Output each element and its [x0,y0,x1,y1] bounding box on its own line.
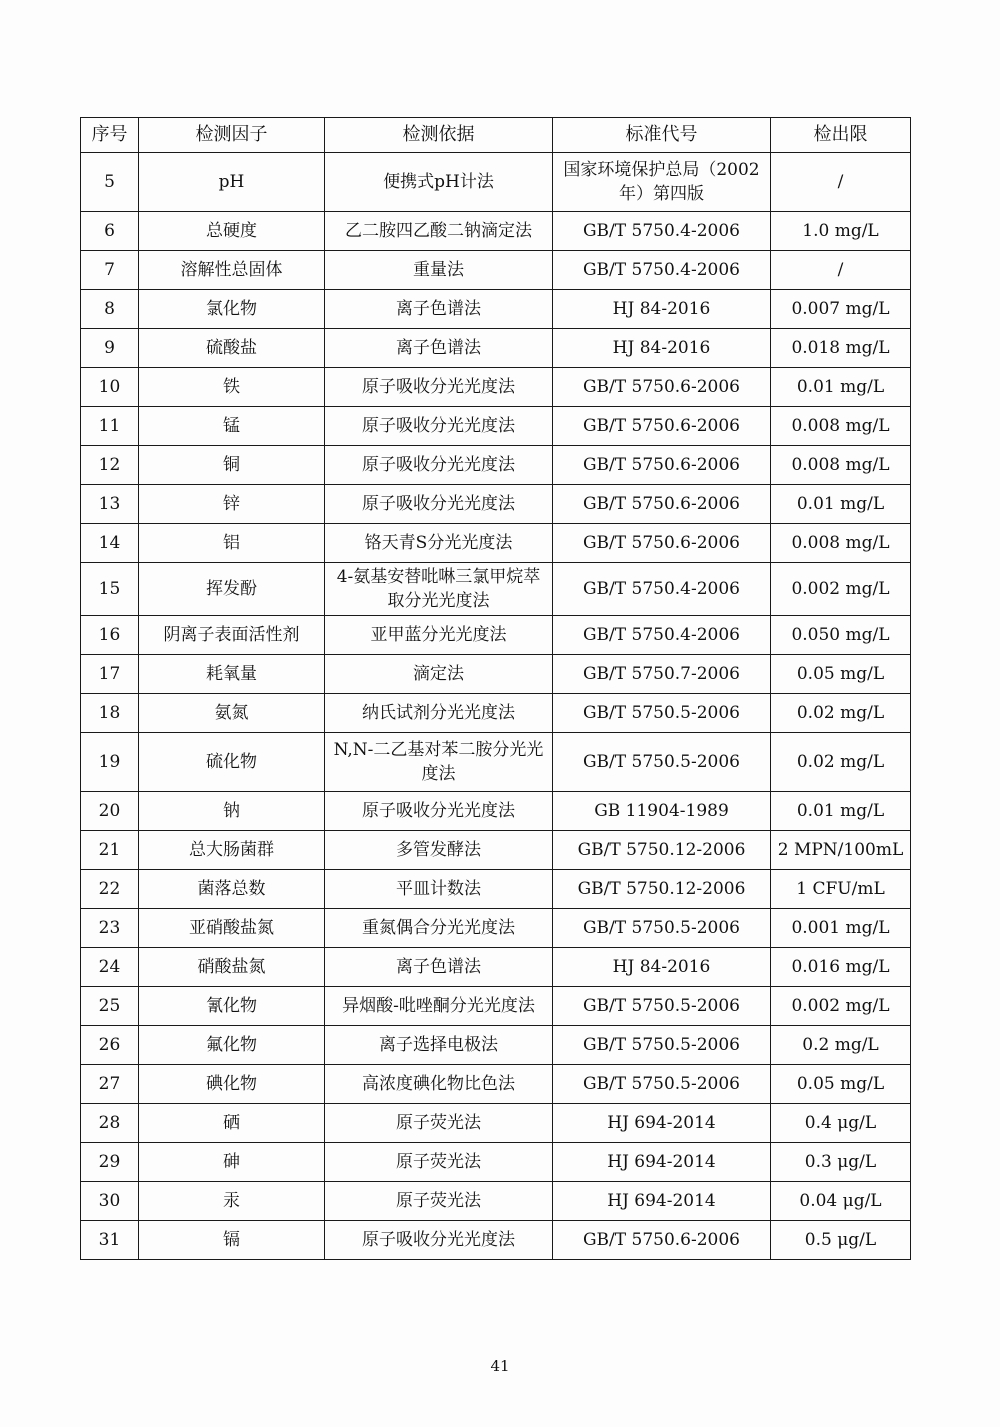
header-standard-code: 标准代号 [553,118,771,153]
cell-test-basis: 原子吸收分光光度法 [325,1221,553,1260]
table-header-row [81,118,911,153]
table-row [81,1221,911,1260]
table-row [81,694,911,733]
cell-test-factor: 镉 [139,1221,325,1260]
table-row [81,655,911,694]
cell-test-basis: 亚甲蓝分光光度法 [325,616,553,655]
cell-serial-number: 24 [81,948,139,987]
cell-test-factor: 硝酸盐氮 [139,948,325,987]
cell-serial-number: 5 [81,153,139,212]
cell-standard-code: HJ 694-2014 [553,1104,771,1143]
cell-serial-number: 11 [81,407,139,446]
cell-standard-code: GB/T 5750.7-2006 [553,655,771,694]
cell-standard-code: 国家环境保护总局（2002年）第四版 [553,153,771,212]
cell-serial-number: 28 [81,1104,139,1143]
cell-detection-limit: 0.04 μg/L [771,1182,911,1221]
cell-test-basis: 铬天青S分光光度法 [325,524,553,563]
cell-test-basis: 原子荧光法 [325,1104,553,1143]
cell-detection-limit: 0.002 mg/L [771,987,911,1026]
cell-test-factor: 汞 [139,1182,325,1221]
table-row [81,1143,911,1182]
cell-detection-limit: / [771,251,911,290]
header-test-basis: 检测依据 [325,118,553,153]
cell-serial-number: 15 [81,563,139,616]
cell-detection-limit: 0.02 mg/L [771,733,911,792]
cell-standard-code: GB/T 5750.6-2006 [553,407,771,446]
table-row [81,407,911,446]
cell-test-factor: 钠 [139,792,325,831]
cell-serial-number: 31 [81,1221,139,1260]
cell-serial-number: 29 [81,1143,139,1182]
cell-serial-number: 12 [81,446,139,485]
table-row [81,909,911,948]
cell-serial-number: 27 [81,1065,139,1104]
header-test-factor: 检测因子 [139,118,325,153]
cell-standard-code: GB/T 5750.4-2006 [553,251,771,290]
cell-test-basis: 离子色谱法 [325,329,553,368]
cell-test-factor: 溶解性总固体 [139,251,325,290]
cell-test-factor: 亚硝酸盐氮 [139,909,325,948]
cell-detection-limit: 0.018 mg/L [771,329,911,368]
cell-standard-code: GB/T 5750.5-2006 [553,909,771,948]
cell-test-basis: 纳氏试剂分光光度法 [325,694,553,733]
cell-test-basis: 4-氨基安替吡啉三氯甲烷萃取分光光度法 [325,563,553,616]
cell-test-factor: 氯化物 [139,290,325,329]
cell-detection-limit: 0.02 mg/L [771,694,911,733]
cell-test-factor: 铜 [139,446,325,485]
cell-standard-code: GB/T 5750.6-2006 [553,1221,771,1260]
cell-test-factor: 耗氧量 [139,655,325,694]
cell-test-basis: 便携式pH计法 [325,153,553,212]
cell-serial-number: 16 [81,616,139,655]
cell-test-basis: 原子吸收分光光度法 [325,368,553,407]
cell-test-basis: 原子吸收分光光度法 [325,446,553,485]
header-detection-limit: 检出限 [771,118,911,153]
cell-test-basis: 重氮偶合分光光度法 [325,909,553,948]
cell-detection-limit: 0.4 μg/L [771,1104,911,1143]
cell-standard-code: HJ 694-2014 [553,1182,771,1221]
cell-serial-number: 23 [81,909,139,948]
cell-standard-code: HJ 84-2016 [553,948,771,987]
cell-test-factor: 硫化物 [139,733,325,792]
table-row [81,153,911,212]
cell-test-factor: 碘化物 [139,1065,325,1104]
table-row [81,870,911,909]
cell-test-factor: 氰化物 [139,987,325,1026]
cell-test-factor: 阴离子表面活性剂 [139,616,325,655]
cell-detection-limit: 0.2 mg/L [771,1026,911,1065]
cell-test-factor: 菌落总数 [139,870,325,909]
cell-standard-code: GB 11904-1989 [553,792,771,831]
cell-detection-limit: 0.01 mg/L [771,485,911,524]
cell-test-basis: 多管发酵法 [325,831,553,870]
cell-serial-number: 14 [81,524,139,563]
table-row [81,616,911,655]
cell-test-basis: 离子色谱法 [325,290,553,329]
cell-detection-limit: 1 CFU/mL [771,870,911,909]
cell-standard-code: GB/T 5750.4-2006 [553,563,771,616]
table-row [81,1065,911,1104]
table-row [81,1182,911,1221]
cell-standard-code: GB/T 5750.5-2006 [553,987,771,1026]
cell-serial-number: 9 [81,329,139,368]
cell-standard-code: GB/T 5750.5-2006 [553,1026,771,1065]
cell-serial-number: 17 [81,655,139,694]
cell-test-factor: 铝 [139,524,325,563]
cell-test-basis: 离子色谱法 [325,948,553,987]
table-row [81,948,911,987]
cell-serial-number: 13 [81,485,139,524]
cell-serial-number: 19 [81,733,139,792]
cell-test-factor: 挥发酚 [139,563,325,616]
cell-test-basis: 原子荧光法 [325,1143,553,1182]
table-row [81,368,911,407]
table-row [81,831,911,870]
cell-test-basis: N,N-二乙基对苯二胺分光光度法 [325,733,553,792]
page-number: 41 [490,1357,510,1375]
cell-test-factor: 铁 [139,368,325,407]
cell-detection-limit: 0.002 mg/L [771,563,911,616]
table-row [81,733,911,792]
cell-detection-limit: 0.3 μg/L [771,1143,911,1182]
cell-detection-limit: 2 MPN/100mL [771,831,911,870]
cell-detection-limit: 0.008 mg/L [771,446,911,485]
cell-detection-limit: 0.05 mg/L [771,655,911,694]
cell-standard-code: GB/T 5750.6-2006 [553,368,771,407]
cell-test-basis: 原子荧光法 [325,1182,553,1221]
cell-test-factor: 氟化物 [139,1026,325,1065]
cell-detection-limit: 0.007 mg/L [771,290,911,329]
cell-standard-code: GB/T 5750.6-2006 [553,446,771,485]
cell-detection-limit: 0.001 mg/L [771,909,911,948]
table-row [81,290,911,329]
table-body [81,153,911,1260]
table-row [81,251,911,290]
cell-test-basis: 重量法 [325,251,553,290]
cell-serial-number: 21 [81,831,139,870]
cell-standard-code: GB/T 5750.4-2006 [553,212,771,251]
table-row [81,1104,911,1143]
table-row [81,563,911,616]
cell-test-factor: 硫酸盐 [139,329,325,368]
cell-detection-limit: 0.01 mg/L [771,368,911,407]
cell-standard-code: GB/T 5750.12-2006 [553,870,771,909]
cell-test-factor: 总大肠菌群 [139,831,325,870]
cell-detection-limit: 0.008 mg/L [771,407,911,446]
cell-standard-code: GB/T 5750.5-2006 [553,733,771,792]
cell-serial-number: 25 [81,987,139,1026]
cell-serial-number: 8 [81,290,139,329]
cell-standard-code: GB/T 5750.5-2006 [553,694,771,733]
cell-test-factor: 硒 [139,1104,325,1143]
cell-serial-number: 10 [81,368,139,407]
cell-test-basis: 滴定法 [325,655,553,694]
cell-detection-limit: 0.008 mg/L [771,524,911,563]
cell-detection-limit: / [771,153,911,212]
cell-test-factor: 总硬度 [139,212,325,251]
cell-standard-code: GB/T 5750.4-2006 [553,616,771,655]
cell-test-factor: 砷 [139,1143,325,1182]
cell-serial-number: 20 [81,792,139,831]
cell-detection-limit: 0.050 mg/L [771,616,911,655]
cell-test-factor: 锌 [139,485,325,524]
cell-standard-code: GB/T 5750.12-2006 [553,831,771,870]
cell-test-basis: 乙二胺四乙酸二钠滴定法 [325,212,553,251]
cell-test-basis: 平皿计数法 [325,870,553,909]
cell-test-basis: 原子吸收分光光度法 [325,407,553,446]
cell-test-basis: 原子吸收分光光度法 [325,485,553,524]
cell-standard-code: HJ 84-2016 [553,290,771,329]
cell-serial-number: 22 [81,870,139,909]
table-row [81,987,911,1026]
cell-test-factor: 氨氮 [139,694,325,733]
cell-test-factor: 锰 [139,407,325,446]
cell-serial-number: 30 [81,1182,139,1221]
table-row [81,212,911,251]
table-row [81,329,911,368]
cell-standard-code: GB/T 5750.6-2006 [553,524,771,563]
header-serial-number: 序号 [81,118,139,153]
cell-test-factor: pH [139,153,325,212]
cell-test-basis: 离子选择电极法 [325,1026,553,1065]
cell-serial-number: 7 [81,251,139,290]
cell-standard-code: GB/T 5750.5-2006 [553,1065,771,1104]
cell-standard-code: HJ 84-2016 [553,329,771,368]
cell-serial-number: 18 [81,694,139,733]
cell-detection-limit: 0.5 μg/L [771,1221,911,1260]
cell-serial-number: 6 [81,212,139,251]
table-row [81,792,911,831]
table-row [81,1026,911,1065]
cell-detection-limit: 0.016 mg/L [771,948,911,987]
cell-standard-code: GB/T 5750.6-2006 [553,485,771,524]
cell-detection-limit: 0.01 mg/L [771,792,911,831]
detection-methods-table [80,117,911,1260]
cell-test-basis: 异烟酸-吡唑酮分光光度法 [325,987,553,1026]
cell-test-basis: 高浓度碘化物比色法 [325,1065,553,1104]
table-row [81,446,911,485]
cell-detection-limit: 0.05 mg/L [771,1065,911,1104]
cell-detection-limit: 1.0 mg/L [771,212,911,251]
table-row [81,485,911,524]
table-row [81,524,911,563]
cell-test-basis: 原子吸收分光光度法 [325,792,553,831]
cell-serial-number: 26 [81,1026,139,1065]
cell-standard-code: HJ 694-2014 [553,1143,771,1182]
